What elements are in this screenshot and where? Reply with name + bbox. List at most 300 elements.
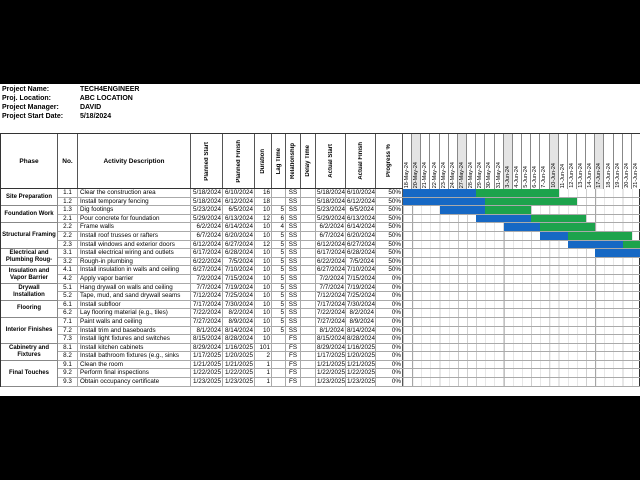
cell-progress: 0% (376, 309, 403, 317)
header-progress: Progress % (376, 134, 403, 188)
cell-actual-finish: 6/12/2024 (347, 197, 376, 205)
cell-activity: Install roof trusses or rafters (78, 232, 191, 240)
date-column-header (476, 134, 485, 189)
table-row (58, 344, 640, 353)
cell-planned-finish: 1/22/2025 (224, 369, 253, 377)
table-row (58, 206, 640, 215)
cell-progress: 0% (376, 292, 403, 300)
cell-planned-start: 7/7/2024 (191, 284, 223, 292)
cell-progress: 0% (376, 335, 403, 343)
cell-planned-finish: 6/5/2024 (223, 206, 255, 214)
cell-actual-start: 6/27/2024 (317, 266, 346, 274)
table-row (58, 266, 640, 275)
table-row (58, 232, 640, 241)
gantt-bar-actual (540, 232, 567, 240)
gantt-row (403, 284, 640, 292)
gantt-bar-actual (403, 189, 476, 197)
cell-actual-finish: 1/20/2025 (347, 352, 376, 360)
cell-delay-time (301, 284, 316, 292)
cell-delay-time (301, 189, 316, 197)
cell-planned-start: 1/22/2025 (192, 369, 221, 377)
cell-lag-time: 5 (272, 318, 286, 326)
table-row (58, 378, 640, 387)
cell-relationship: SS (286, 309, 301, 317)
cell-activity: Clean the room (78, 361, 191, 369)
cell-progress: 50% (376, 258, 403, 266)
cell-lag-time (272, 361, 286, 369)
date-column-label: 21-May-24 (422, 161, 429, 188)
cell-progress: 0% (376, 318, 403, 326)
cell-duration: 10 (255, 318, 272, 326)
cell-no: 2.1 (58, 215, 78, 223)
cell-planned-finish: 1/21/2025 (224, 360, 253, 368)
cell-actual-finish: 6/28/2024 (347, 249, 376, 257)
header-relationship: Relationship (286, 134, 301, 188)
gantt-row (403, 189, 640, 197)
cell-planned-start: 1/21/2025 (192, 360, 221, 368)
phase-group-label: Site Preparation (5, 193, 52, 200)
gantt-row (403, 215, 640, 223)
cell-actual-start: 5/29/2024 (317, 214, 346, 222)
cell-duration: 18 (255, 198, 272, 206)
header-planned-start: Planned Start (191, 134, 223, 188)
gantt-row (403, 378, 640, 386)
cell-lag-time (272, 378, 286, 386)
header-actual-finish: Actual Finish (346, 134, 376, 188)
gantt-row (403, 327, 640, 335)
cell-duration: 10 (255, 335, 272, 343)
cell-delay-time (301, 258, 316, 266)
cell-duration: 10 (255, 309, 272, 317)
cell-planned-finish: 6/27/2024 (224, 240, 253, 248)
cell-relationship: SS (286, 215, 301, 223)
date-column-label: 20-May-24 (413, 161, 420, 188)
letterbox-bottom (0, 396, 640, 480)
cell-delay-time (301, 206, 316, 214)
cell-planned-start: 5/18/2024 (192, 197, 221, 205)
task-rows (58, 189, 640, 387)
date-column-header (531, 134, 540, 189)
cell-progress: 50% (376, 249, 403, 257)
project-name-line (2, 85, 139, 94)
cell-actual-finish: 6/14/2024 (347, 223, 376, 231)
cell-duration: 16 (255, 189, 272, 197)
cell-lag-time: 6 (272, 215, 286, 223)
phase-column (1, 189, 58, 387)
cell-activity: Install trim and baseboards (78, 327, 191, 335)
cell-no: 2.2 (58, 232, 78, 240)
cell-delay-time (301, 292, 316, 300)
gantt-row (403, 369, 640, 377)
phase-group-cell (1, 266, 58, 283)
cell-delay-time (301, 309, 316, 317)
cell-actual-start: 7/17/2024 (317, 300, 346, 308)
cell-planned-start: 6/7/2024 (191, 232, 223, 240)
cell-duration: 1 (255, 369, 272, 377)
gantt-row (403, 352, 640, 360)
date-column-label: 30-May-24 (486, 161, 493, 188)
cell-activity: Frame walls (78, 223, 191, 231)
cell-duration: 1 (255, 378, 272, 386)
header-phase: Phase (1, 134, 58, 188)
cell-actual-start: 7/12/2024 (317, 292, 346, 300)
project-start-date-line (2, 112, 139, 121)
cell-progress: 50% (376, 241, 403, 249)
date-column-header (485, 134, 494, 189)
cell-actual-finish: 6/10/2024 (347, 189, 376, 196)
table-row (58, 198, 640, 207)
cell-actual-start: 6/12/2024 (317, 240, 346, 248)
cell-lag-time: 5 (272, 241, 286, 249)
date-column-label: 22-May-24 (431, 161, 438, 188)
date-column-header (614, 134, 623, 189)
cell-activity: Obtain occupancy certificate (78, 378, 191, 386)
cell-relationship: SS (286, 206, 301, 214)
cell-progress: 50% (376, 189, 403, 197)
date-column-label: 17-Jun-24 (596, 163, 603, 188)
cell-lag-time (272, 344, 286, 352)
cell-actual-start: 8/15/2024 (317, 335, 346, 343)
cell-actual-finish: 7/30/2024 (347, 300, 376, 308)
cell-planned-start: 6/12/2024 (192, 240, 221, 248)
date-column-label: 6-Jun-24 (532, 166, 539, 188)
table-row (58, 318, 640, 327)
cell-progress: 50% (376, 223, 403, 231)
cell-activity: Apply vapor barrier (78, 275, 191, 283)
date-column-header (550, 134, 559, 189)
cell-planned-start: 7/17/2024 (192, 300, 221, 308)
cell-actual-start: 6/2/2024 (316, 223, 346, 231)
phase-group-cell (1, 189, 58, 206)
gantt-row (403, 361, 640, 369)
cell-lag-time: 5 (272, 309, 286, 317)
table-body (1, 189, 640, 387)
cell-lag-time: 4 (272, 223, 286, 231)
cell-duration: 1 (255, 361, 272, 369)
cell-activity: Perform final inspections (78, 369, 191, 377)
cell-lag-time (272, 189, 286, 197)
cell-planned-finish: 8/2/2024 (223, 309, 255, 317)
cell-actual-finish: 8/14/2024 (347, 326, 376, 334)
cell-planned-finish: 7/25/2024 (224, 292, 253, 300)
header-delay-time: Delay Time (301, 134, 316, 188)
cell-duration: 10 (255, 292, 272, 300)
phase-group-cell (1, 284, 58, 301)
cell-relationship: SS (286, 249, 301, 257)
cell-planned-start: 5/18/2024 (192, 189, 221, 196)
cell-activity: Tape, mud, and sand drywall seams (78, 292, 191, 300)
cell-planned-start: 6/2/2024 (191, 223, 223, 231)
cell-planned-finish: 7/10/2024 (224, 266, 253, 274)
phase-group-cell (1, 223, 58, 249)
cell-delay-time (301, 301, 316, 309)
cell-duration: 10 (255, 275, 272, 283)
phase-group-label: Drywall Installation (13, 284, 45, 298)
cell-activity: Lay flooring material (e.g., tiles) (78, 309, 191, 317)
date-column-label: 4-Jun-24 (513, 166, 520, 188)
cell-lag-time: 5 (272, 258, 286, 266)
cell-activity: Install electrical wiring and outlets (78, 249, 191, 257)
project-info (2, 85, 139, 121)
date-column-label: 19-Jun-24 (614, 163, 621, 188)
date-column-header (412, 134, 421, 189)
cell-actual-finish: 8/2/2024 (346, 309, 376, 317)
cell-planned-finish: 1/23/2025 (224, 378, 253, 386)
date-column-label: 28-May-24 (468, 161, 475, 188)
cell-planned-finish: 7/15/2024 (224, 274, 253, 282)
cell-lag-time: 5 (272, 206, 286, 214)
table-row (58, 258, 640, 267)
cell-actual-start: 6/17/2024 (317, 249, 346, 257)
date-column-label: 14-Jun-24 (587, 163, 594, 188)
cell-no: 7.3 (58, 335, 78, 343)
table-row (58, 249, 640, 258)
gantt-bar-actual (595, 249, 640, 257)
cell-actual-finish: 8/9/2024 (346, 318, 376, 326)
date-column-header (623, 134, 632, 189)
cell-actual-start: 1/21/2025 (317, 360, 346, 368)
gantt-row (403, 335, 640, 343)
cell-delay-time (301, 327, 316, 335)
header-duration: Duration (255, 134, 272, 188)
cell-delay-time (301, 378, 316, 386)
date-column-header (449, 134, 458, 189)
cell-planned-start: 8/15/2024 (192, 335, 221, 343)
cell-duration: 10 (255, 223, 272, 231)
date-column-label: 3-Jun-24 (504, 166, 511, 188)
cell-planned-finish: 6/20/2024 (224, 231, 253, 239)
cell-relationship: SS (286, 275, 301, 283)
date-column-header (595, 134, 604, 189)
cell-duration: 10 (255, 284, 272, 292)
cell-activity: Install bathroom fixtures (e.g., sinks (78, 352, 191, 360)
cell-activity: Install insulation in walls and ceiling (78, 266, 191, 274)
gantt-row (403, 206, 640, 214)
cell-actual-finish: 1/22/2025 (347, 369, 376, 377)
cell-lag-time: 5 (272, 327, 286, 335)
date-column-label: 29-May-24 (477, 161, 484, 188)
cell-progress: 50% (376, 266, 403, 274)
header-no: No. (58, 134, 78, 188)
cell-lag-time: 5 (272, 301, 286, 309)
cell-planned-finish: 6/13/2024 (224, 214, 253, 222)
cell-relationship: SS (286, 223, 301, 231)
cell-delay-time (301, 266, 316, 274)
cell-relationship: SS (286, 266, 301, 274)
gantt-bar-planned (476, 189, 558, 197)
table-row (58, 189, 640, 198)
phase-group-cell (1, 301, 58, 318)
cell-relationship: SS (286, 198, 301, 206)
table-row (58, 292, 640, 301)
cell-actual-start: 1/22/2025 (317, 369, 346, 377)
date-header-strip (403, 134, 640, 189)
cell-activity: Rough-in plumbing (78, 258, 191, 266)
cell-actual-finish: 6/27/2024 (347, 240, 376, 248)
cell-planned-finish: 8/9/2024 (223, 318, 255, 326)
project-start-date-value: 5/18/2024 (79, 113, 112, 120)
cell-actual-finish: 6/5/2024 (346, 206, 376, 214)
cell-actual-finish: 1/16/2025 (347, 343, 376, 351)
cell-actual-start: 6/7/2024 (316, 232, 346, 240)
cell-lag-time: 5 (272, 232, 286, 240)
date-column-header (540, 134, 549, 189)
cell-relationship: SS (286, 232, 301, 240)
date-column-header (604, 134, 613, 189)
header-planned-finish: Planned Finish (223, 134, 255, 188)
cell-no: 8.2 (58, 352, 78, 360)
date-column-label: 7-Jun-24 (541, 166, 548, 188)
date-column-label: 18-May-24 (404, 161, 411, 188)
date-column-header (577, 134, 586, 189)
date-column-header (495, 134, 504, 189)
project-start-date-label: Project Start Date: (2, 113, 64, 120)
cell-planned-start: 8/1/2024 (191, 327, 223, 335)
table-row (58, 215, 640, 224)
cell-planned-start: 6/17/2024 (192, 249, 221, 257)
cell-planned-start: 7/2/2024 (191, 275, 223, 283)
date-column-header (467, 134, 476, 189)
date-column-label: 24-May-24 (449, 161, 456, 188)
phase-group-cell (1, 344, 58, 361)
cell-delay-time (301, 215, 316, 223)
phase-group-label: Electrical and Plumbing Roug- (5, 250, 53, 264)
cell-delay-time (301, 232, 316, 240)
cell-no: 4.2 (58, 275, 78, 283)
cell-lag-time: 5 (272, 275, 286, 283)
table-row (58, 301, 640, 310)
cell-no: 5.2 (58, 292, 78, 300)
cell-progress: 0% (376, 275, 403, 283)
cell-duration: 10 (255, 301, 272, 309)
table-row (58, 284, 640, 293)
cell-delay-time (301, 318, 316, 326)
cell-actual-start: 8/29/2024 (317, 343, 346, 351)
header-actual-start: Actual Start (316, 134, 346, 188)
cell-duration: 10 (255, 232, 272, 240)
cell-progress: 0% (376, 284, 403, 292)
gantt-bar-actual (440, 206, 486, 214)
gantt-bar-planned (623, 241, 640, 249)
gantt-row (403, 318, 640, 326)
phase-group-label: Interior Finishes (5, 326, 53, 333)
cell-progress: 0% (376, 301, 403, 309)
gantt-bar-planned (485, 206, 531, 214)
cell-actual-start: 1/17/2025 (317, 352, 346, 360)
gantt-bar-planned (540, 223, 595, 231)
cell-progress: 0% (376, 327, 403, 335)
header-activity: Activity Description (78, 134, 191, 188)
cell-actual-start: 7/27/2024 (317, 317, 346, 325)
cell-no: 7.2 (58, 327, 78, 335)
cell-activity: Clear the construction area (78, 189, 191, 197)
cell-activity: Install kitchen cabinets (78, 344, 191, 352)
date-column-header (403, 134, 412, 189)
cell-planned-finish: 1/16/2025 (224, 343, 253, 351)
cell-progress: 0% (376, 344, 403, 352)
cell-delay-time (301, 249, 316, 257)
phase-group-label: Insulation and Vapor Barrier (8, 267, 50, 281)
cell-planned-start: 6/27/2024 (192, 266, 221, 274)
gantt-bar-planned (531, 215, 586, 223)
cell-lag-time: 5 (272, 292, 286, 300)
date-column-label: 20-Jun-24 (623, 163, 630, 188)
cell-duration: 10 (255, 249, 272, 257)
cell-actual-finish: 7/10/2024 (347, 266, 376, 274)
cell-planned-start: 1/23/2025 (192, 378, 221, 386)
phase-group-cell (1, 249, 58, 266)
cell-progress: 50% (376, 215, 403, 223)
cell-no: 1.3 (58, 206, 78, 214)
cell-relationship: FS (286, 335, 301, 343)
phase-group-label: Cabinetry and Fixtures (8, 344, 49, 358)
gantt-bar-actual (568, 241, 623, 249)
date-column-label: 10-Jun-24 (550, 163, 557, 188)
gantt-row (403, 232, 640, 240)
table-row (58, 241, 640, 250)
phase-group-label: Structural Framing (2, 232, 56, 239)
project-location-label: Proj. Location: (2, 95, 51, 102)
gantt-bar-planned (485, 198, 577, 206)
cell-actual-start: 6/22/2024 (317, 257, 346, 265)
cell-no: 3.2 (58, 258, 78, 266)
cell-activity: Dig footings (78, 206, 191, 214)
cell-actual-start: 7/22/2024 (317, 309, 346, 317)
cell-no: 3.1 (58, 249, 78, 257)
cell-duration: 101 (255, 344, 272, 352)
cell-planned-start: 7/27/2024 (192, 317, 221, 325)
cell-relationship: SS (286, 327, 301, 335)
cell-delay-time (301, 369, 316, 377)
date-column-label: 27-May-24 (459, 161, 466, 188)
cell-progress: 50% (376, 232, 403, 240)
table-row (58, 223, 640, 232)
cell-progress: 0% (376, 369, 403, 377)
cell-actual-finish: 7/5/2024 (346, 258, 376, 266)
cell-actual-start: 8/1/2024 (316, 327, 346, 335)
cell-delay-time (301, 361, 316, 369)
cell-actual-finish: 7/15/2024 (347, 274, 376, 282)
cell-duration: 12 (255, 241, 272, 249)
cell-relationship: FS (286, 369, 301, 377)
cell-relationship: SS (286, 292, 301, 300)
cell-duration: 12 (255, 215, 272, 223)
cell-delay-time (301, 241, 316, 249)
cell-no: 5.1 (58, 284, 78, 292)
cell-actual-start: 5/18/2024 (317, 197, 346, 205)
cell-duration: 10 (255, 206, 272, 214)
cell-delay-time (301, 352, 316, 360)
cell-no: 2.3 (58, 241, 78, 249)
phase-group-label: Flooring (17, 305, 41, 312)
cell-actual-finish: 7/19/2024 (347, 283, 376, 291)
cell-delay-time (301, 275, 316, 283)
cell-actual-finish: 6/13/2024 (347, 214, 376, 222)
cell-progress: 0% (376, 378, 403, 386)
cell-lag-time: 5 (272, 284, 286, 292)
gantt-table (0, 133, 640, 387)
project-name-value: TECH4ENGINEER (79, 86, 140, 93)
table-row (58, 327, 640, 336)
table-row (58, 309, 640, 318)
cell-relationship: FS (286, 344, 301, 352)
cell-progress: 50% (376, 206, 403, 214)
cell-actual-start: 5/23/2024 (317, 206, 346, 214)
gantt-row (403, 275, 640, 283)
cell-progress: 0% (376, 361, 403, 369)
table-row (58, 335, 640, 344)
header-lag-time: Lag Time (272, 134, 286, 188)
